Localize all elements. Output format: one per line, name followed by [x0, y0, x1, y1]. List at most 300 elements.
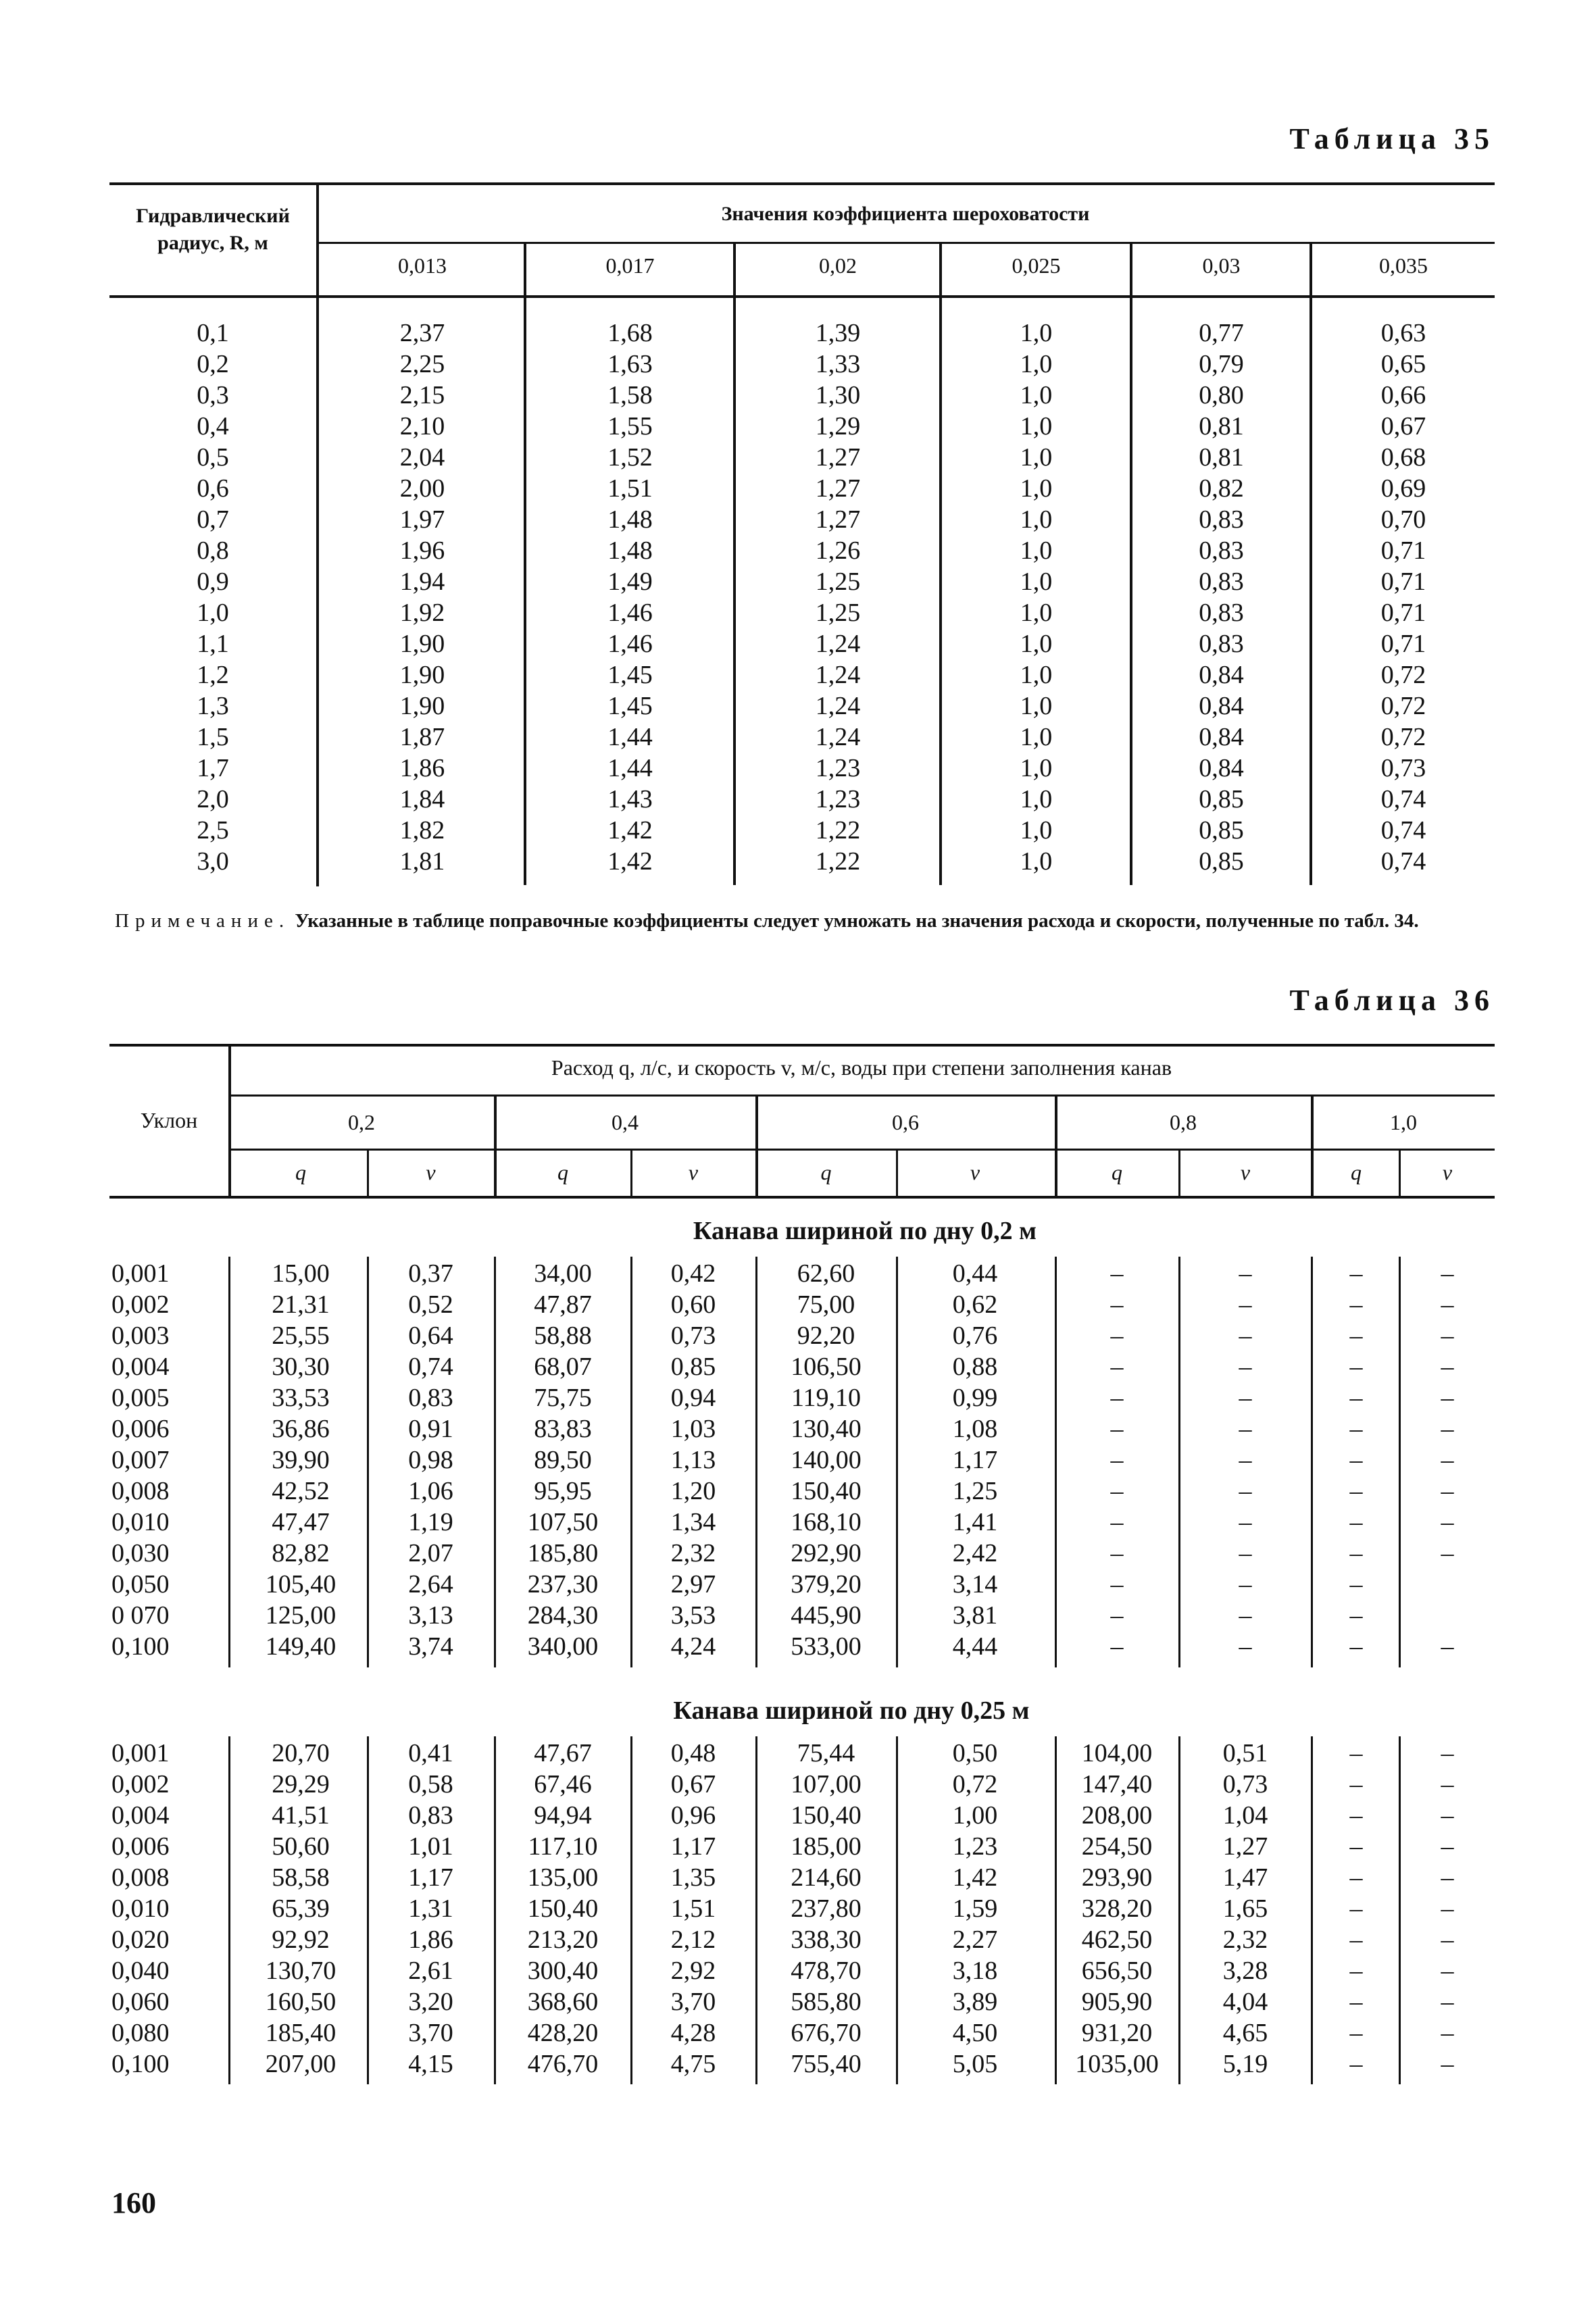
t36-value-cell: 585,80 [791, 1988, 862, 2016]
t35-value-cell: 1,24 [815, 692, 861, 720]
t35-value-cell: 1,90 [399, 661, 445, 689]
t35-value-cell: 0,72 [1380, 661, 1426, 689]
t35-value-cell: 1,43 [607, 785, 653, 813]
t35-value-cell: 1,29 [815, 412, 861, 441]
t36-value-cell: 1,59 [952, 1894, 998, 1923]
column-rule [1399, 1150, 1401, 1197]
t36-value-cell: 0,37 [408, 1259, 453, 1288]
t36-slope-cell: 0,050 [111, 1570, 170, 1599]
t35-value-cell: 1,82 [399, 816, 445, 845]
t35-col-rule [939, 243, 942, 885]
t36-value-cell: – [1239, 1632, 1252, 1661]
t36-value-cell: 5,05 [952, 2050, 998, 2078]
t36-value-cell: 65,39 [272, 1894, 330, 1923]
t35-value-cell: 0,83 [1199, 568, 1244, 596]
t35-value-cell: 1,52 [607, 443, 653, 472]
t36-value-cell: 368,60 [527, 1988, 599, 2016]
t36-value-cell: 42,52 [272, 1477, 330, 1505]
t35-value-cell: 1,44 [607, 754, 653, 782]
t36-value-cell: – [1441, 1477, 1454, 1505]
t35-value-cell: 1,24 [815, 630, 861, 658]
section-2-title: Канава шириной по дну 0,25 м [673, 1696, 1030, 1725]
t35-radius-cell: 0,3 [197, 381, 229, 409]
t36-value-cell: – [1239, 1384, 1252, 1412]
table-36-title: Таблица 36 [1289, 984, 1495, 1017]
t35-value-cell: 0,74 [1380, 847, 1426, 876]
t35-radius-cell: 1,7 [197, 754, 229, 782]
t35-stub-header: Гидравлический радиус, R, м [136, 205, 290, 254]
t36-value-cell: – [1349, 1601, 1363, 1630]
t36-value-cell: 36,86 [272, 1415, 330, 1443]
t35-value-cell: 1,0 [1020, 661, 1053, 689]
page-number: 160 [111, 2186, 156, 2219]
t35-value-cell: 1,25 [815, 599, 861, 627]
t36-fill-level: 0,4 [612, 1110, 639, 1134]
t35-value-cell: 0,83 [1199, 505, 1244, 534]
t36-value-cell: 62,60 [797, 1259, 855, 1288]
t36-slope-cell: 0,004 [111, 1801, 170, 1830]
t36-value-cell: 1,31 [408, 1894, 453, 1923]
t35-value-cell: 1,0 [1020, 816, 1053, 845]
t36-value-cell: 149,40 [265, 1632, 336, 1661]
t36-value-cell: 2,27 [952, 1926, 998, 1954]
t35-value-cell: 1,48 [607, 505, 653, 534]
t35-value-cell: 1,81 [399, 847, 445, 876]
t36-value-cell: 41,51 [272, 1801, 330, 1830]
t36-value-cell: 905,90 [1081, 1988, 1153, 2016]
t36-value-cell: 1,65 [1222, 1894, 1268, 1923]
t35-value-cell: 1,0 [1020, 630, 1053, 658]
t36-value-cell: – [1441, 1415, 1454, 1443]
t36-slope-cell: 0,010 [111, 1508, 170, 1536]
column-rule [630, 1736, 632, 2084]
t36-value-cell: – [1110, 1259, 1124, 1288]
t35-col-rule [1130, 243, 1132, 885]
t36-value-cell: 0,83 [408, 1801, 453, 1830]
t36-value-cell: 3,74 [408, 1632, 453, 1661]
t36-sub-header: q [1351, 1160, 1362, 1184]
t36-value-cell: 300,40 [527, 1957, 599, 1985]
t36-value-cell: – [1110, 1290, 1124, 1319]
t35-value-cell: 0,65 [1380, 350, 1426, 378]
t36-value-cell: – [1441, 2019, 1454, 2047]
t35-value-cell: 1,0 [1020, 785, 1053, 813]
t35-radius-cell: 1,0 [197, 599, 229, 627]
t35-value-cell: 1,27 [815, 505, 861, 534]
t36-value-cell: 75,75 [534, 1384, 592, 1412]
t35-value-cell: 0,83 [1199, 630, 1244, 658]
t36-value-cell: 25,55 [272, 1322, 330, 1350]
t36-value-cell: 1,00 [952, 1801, 998, 1830]
t36-value-cell: – [1349, 1632, 1363, 1661]
t36-value-cell: 47,47 [272, 1508, 330, 1536]
t35-value-cell: 1,68 [607, 319, 653, 347]
t36-value-cell: – [1349, 1832, 1363, 1861]
t35-value-cell: 1,26 [815, 536, 861, 565]
t35-value-cell: 1,42 [607, 816, 653, 845]
t36-value-cell: – [1110, 1508, 1124, 1536]
t35-value-cell: 0,73 [1380, 754, 1426, 782]
t36-sub-header: q [820, 1160, 832, 1184]
t36-value-cell: 2,64 [408, 1570, 453, 1599]
t36-value-cell: 1,13 [670, 1446, 716, 1474]
t36-value-cell: 47,87 [534, 1290, 592, 1319]
t36-value-cell: 2,92 [670, 1957, 716, 1985]
t36-group-header: Расход q, л/с, и скорость v, м/с, воды при степени заполнения канав [551, 1055, 1172, 1080]
t36-value-cell: 160,50 [265, 1988, 336, 2016]
t36-value-cell: 75,00 [797, 1290, 855, 1319]
column-rule [1311, 1736, 1313, 2084]
t35-value-cell: 1,0 [1020, 474, 1053, 503]
t36-value-cell: 338,30 [791, 1926, 862, 1954]
t36-value-cell: – [1110, 1322, 1124, 1350]
t36-slope-cell: 0,004 [111, 1353, 170, 1381]
t36-value-cell: 125,00 [265, 1601, 336, 1630]
t35-radius-cell: 0,7 [197, 505, 229, 534]
column-rule [755, 1096, 758, 1197]
column-rule [1178, 1150, 1180, 1197]
t36-value-cell: 340,00 [527, 1632, 599, 1661]
t35-value-cell: 0,71 [1380, 630, 1426, 658]
t36-value-cell: 0,76 [952, 1322, 998, 1350]
t36-value-cell: – [1110, 1601, 1124, 1630]
t35-value-cell: 1,0 [1020, 754, 1053, 782]
t35-value-cell: 1,0 [1020, 350, 1053, 378]
t36-value-cell: 30,30 [272, 1353, 330, 1381]
t35-value-cell: 1,44 [607, 723, 653, 751]
t36-value-cell: 1,27 [1222, 1832, 1268, 1861]
t36-value-cell: – [1110, 1477, 1124, 1505]
t36-value-cell: – [1349, 1290, 1363, 1319]
t35-value-cell: 0,81 [1199, 412, 1244, 441]
t36-value-cell: – [1441, 1322, 1454, 1350]
t36-slope-cell: 0,008 [111, 1477, 170, 1505]
t36-value-cell: 140,00 [791, 1446, 862, 1474]
t35-radius-cell: 1,2 [197, 661, 229, 689]
t35-value-cell: 1,0 [1020, 599, 1053, 627]
t36-value-cell: 1,08 [952, 1415, 998, 1443]
t36-value-cell: 83,83 [534, 1415, 592, 1443]
t35-value-cell: 1,46 [607, 630, 653, 658]
t36-slope-cell: 0,002 [111, 1770, 170, 1799]
t36-value-cell: 478,70 [791, 1957, 862, 1985]
t36-value-cell: – [1441, 1957, 1454, 1985]
t35-column-header: 0,02 [819, 253, 857, 278]
t35-value-cell: 0,85 [1199, 847, 1244, 876]
t35-value-cell: 0,85 [1199, 816, 1244, 845]
column-rule [1055, 1736, 1057, 2084]
t36-value-cell: 1,06 [408, 1477, 453, 1505]
t36-value-cell: 4,28 [670, 2019, 716, 2047]
t35-value-cell: 0,80 [1199, 381, 1244, 409]
t36-value-cell: 4,24 [670, 1632, 716, 1661]
t36-value-cell: 2,32 [1222, 1926, 1268, 1954]
t35-value-cell: 1,24 [815, 723, 861, 751]
t36-slope-cell: 0,001 [111, 1259, 170, 1288]
t36-value-cell: – [1441, 1832, 1454, 1861]
t36-value-cell: – [1349, 1988, 1363, 2016]
t36-value-cell: – [1349, 1739, 1363, 1767]
t36-value-cell: 3,28 [1222, 1957, 1268, 1985]
t36-value-cell: 4,65 [1222, 2019, 1268, 2047]
t35-header-mid-rule [318, 242, 1495, 244]
column-rule [1178, 1257, 1180, 1667]
t36-value-cell: 0,48 [670, 1739, 716, 1767]
t35-value-cell: 1,25 [815, 568, 861, 596]
t35-value-cell: 1,92 [399, 599, 445, 627]
t36-value-cell: 428,20 [527, 2019, 599, 2047]
t36-value-cell: 1,19 [408, 1508, 453, 1536]
section-1-title: Канава шириной по дну 0,2 м [693, 1217, 1037, 1245]
t36-value-cell: 94,94 [534, 1801, 592, 1830]
t36-value-cell: – [1349, 2019, 1363, 2047]
t36-value-cell: 533,00 [791, 1632, 862, 1661]
t35-value-cell: 2,10 [399, 412, 445, 441]
column-rule [228, 1736, 230, 2084]
t36-value-cell: 150,40 [791, 1801, 862, 1830]
t36-value-cell: 185,40 [265, 2019, 336, 2047]
t36-value-cell: 1,51 [670, 1894, 716, 1923]
t36-value-cell: 1,17 [952, 1446, 998, 1474]
t36-slope-cell: 0,020 [111, 1926, 170, 1954]
t35-value-cell: 2,15 [399, 381, 445, 409]
t36-sub-header: q [1112, 1160, 1122, 1184]
t35-note [115, 909, 1507, 933]
t36-header-bottom-rule [109, 1196, 1495, 1199]
t36-value-cell: 185,00 [791, 1832, 862, 1861]
t35-value-cell: 1,22 [815, 847, 861, 876]
t36-value-cell: 2,32 [670, 1539, 716, 1567]
t36-value-cell: 0,52 [408, 1290, 453, 1319]
t36-slope-cell: 0,006 [111, 1832, 170, 1861]
t36-value-cell: – [1110, 1570, 1124, 1599]
t36-fill-level: 0,2 [348, 1110, 375, 1134]
t35-value-cell: 1,33 [815, 350, 861, 378]
t36-value-cell: 1,86 [408, 1926, 453, 1954]
t36-value-cell: – [1349, 1770, 1363, 1799]
t35-value-cell: 0,71 [1380, 568, 1426, 596]
t35-radius-cell: 1,5 [197, 723, 229, 751]
t35-value-cell: 1,97 [399, 505, 445, 534]
t36-value-cell: – [1349, 1259, 1363, 1288]
t36-value-cell: 130,40 [791, 1415, 862, 1443]
t35-value-cell: 1,0 [1020, 412, 1053, 441]
t36-value-cell: 75,44 [797, 1739, 855, 1767]
t35-value-cell: 0,72 [1380, 723, 1426, 751]
t36-value-cell: 3,70 [408, 2019, 453, 2047]
t35-value-cell: 0,70 [1380, 505, 1426, 534]
t36-value-cell: 117,10 [528, 1832, 598, 1861]
t36-value-cell: – [1441, 2050, 1454, 2078]
t35-column-header: 0,017 [605, 253, 655, 278]
t36-header-rule-1 [230, 1095, 1495, 1097]
t35-value-cell: 0,66 [1380, 381, 1426, 409]
t36-value-cell: 67,46 [534, 1770, 592, 1799]
t36-value-cell: 150,40 [527, 1894, 599, 1923]
t36-value-cell: 168,10 [791, 1508, 862, 1536]
t36-value-cell: – [1239, 1570, 1252, 1599]
t36-value-cell: 21,31 [272, 1290, 330, 1319]
t36-value-cell: 3,70 [670, 1988, 716, 2016]
t35-radius-cell: 0,8 [197, 536, 229, 565]
t36-value-cell: 0,64 [408, 1322, 453, 1350]
t36-value-cell: 89,50 [534, 1446, 592, 1474]
t36-value-cell: 2,61 [408, 1957, 453, 1985]
t36-value-cell: – [1239, 1415, 1252, 1443]
t36-value-cell: – [1441, 1290, 1454, 1319]
t35-value-cell: 1,24 [815, 661, 861, 689]
t35-value-cell: 1,58 [607, 381, 653, 409]
t35-radius-cell: 1,3 [197, 692, 229, 720]
t36-value-cell: 33,53 [272, 1384, 330, 1412]
t35-value-cell: 0,84 [1199, 723, 1244, 751]
t36-value-cell: – [1110, 1632, 1124, 1661]
t36-value-cell: – [1441, 1446, 1454, 1474]
t36-value-cell: – [1441, 1259, 1454, 1288]
t36-value-cell: 185,80 [527, 1539, 599, 1567]
column-rule [755, 1736, 757, 2084]
t36-value-cell: – [1349, 1508, 1363, 1536]
t36-value-cell: – [1239, 1539, 1252, 1567]
t36-value-cell: 15,00 [272, 1259, 330, 1288]
t36-value-cell: 208,00 [1081, 1801, 1153, 1830]
t35-value-cell: 1,0 [1020, 536, 1053, 565]
column-rule [896, 1150, 898, 1197]
t35-radius-cell: 2,0 [197, 785, 229, 813]
t35-value-cell: 1,0 [1020, 319, 1053, 347]
t36-value-cell: – [1239, 1601, 1252, 1630]
t36-value-cell: 1,20 [670, 1477, 716, 1505]
t36-slope-cell: 0,005 [111, 1384, 170, 1412]
t36-value-cell: 0,91 [408, 1415, 453, 1443]
t36-header-rule-2 [230, 1149, 1495, 1151]
t36-value-cell: 237,80 [791, 1894, 862, 1923]
t35-value-cell: 1,0 [1020, 847, 1053, 876]
t36-value-cell: 237,30 [527, 1570, 599, 1599]
t36-sub-header: v [426, 1160, 436, 1184]
t36-value-cell: – [1110, 1446, 1124, 1474]
t36-value-cell: 2,12 [670, 1926, 716, 1954]
t36-value-cell: – [1441, 1508, 1454, 1536]
t36-value-cell: 4,04 [1222, 1988, 1268, 2016]
t36-slope-cell: 0,002 [111, 1290, 170, 1319]
t36-value-cell: 1,17 [670, 1832, 716, 1861]
t36-sub-header: v [688, 1160, 699, 1184]
t35-value-cell: 2,25 [399, 350, 445, 378]
t35-value-cell: 1,45 [607, 661, 653, 689]
t35-value-cell: 0,84 [1199, 692, 1244, 720]
column-rule [630, 1257, 632, 1667]
t36-value-cell: 1,34 [670, 1508, 716, 1536]
t36-value-cell: 0,60 [670, 1290, 716, 1319]
t36-value-cell: – [1349, 1415, 1363, 1443]
t35-value-cell: 1,27 [815, 474, 861, 503]
t35-value-cell: 0,74 [1380, 816, 1426, 845]
t35-value-cell: 1,45 [607, 692, 653, 720]
t36-fill-level: 0,8 [1170, 1110, 1197, 1134]
t35-radius-cell: 0,9 [197, 568, 229, 596]
t36-value-cell: – [1349, 1322, 1363, 1350]
t35-value-cell: 1,0 [1020, 568, 1053, 596]
t36-value-cell: 0,96 [670, 1801, 716, 1830]
t36-slope-cell: 0,003 [111, 1322, 170, 1350]
t36-value-cell: 213,20 [527, 1926, 599, 1954]
t36-value-cell: 0,73 [670, 1322, 716, 1350]
t35-value-cell: 1,23 [815, 754, 861, 782]
t35-value-cell: 1,90 [399, 692, 445, 720]
t35-value-cell: 1,39 [815, 319, 861, 347]
t36-sub-header: v [1442, 1160, 1453, 1184]
t36-value-cell: 147,40 [1081, 1770, 1153, 1799]
t35-value-cell: 1,86 [399, 754, 445, 782]
t35-value-cell: 0,77 [1199, 319, 1244, 347]
t36-value-cell: 4,75 [670, 2050, 716, 2078]
t36-value-cell: 0,58 [408, 1770, 453, 1799]
t35-value-cell: 2,04 [399, 443, 445, 472]
t35-stub-rule [316, 184, 319, 886]
t36-value-cell: – [1441, 1353, 1454, 1381]
t36-value-cell: 130,70 [265, 1957, 336, 1985]
t35-col-rule [524, 243, 526, 885]
t36-value-cell: – [1239, 1477, 1252, 1505]
t36-value-cell: 29,29 [272, 1770, 330, 1799]
t36-value-cell: 50,60 [272, 1832, 330, 1861]
t35-radius-cell: 0,2 [197, 350, 229, 378]
t36-value-cell: 254,50 [1081, 1832, 1153, 1861]
t35-value-cell: 0,72 [1380, 692, 1426, 720]
t35-value-cell: 2,37 [399, 319, 445, 347]
t36-value-cell: – [1349, 1384, 1363, 1412]
t35-radius-cell: 1,1 [197, 630, 229, 658]
t36-value-cell: 1,23 [952, 1832, 998, 1861]
t36-value-cell: 3,14 [952, 1570, 998, 1599]
t36-sub-header: q [295, 1160, 306, 1184]
t35-value-cell: 0,69 [1380, 474, 1426, 503]
t36-value-cell: 462,50 [1081, 1926, 1153, 1954]
t36-slope-cell: 0,060 [111, 1988, 170, 2016]
t36-value-cell: – [1441, 1739, 1454, 1767]
t36-value-cell: 119,10 [791, 1384, 862, 1412]
t36-slope-cell: 0,080 [111, 2019, 170, 2047]
t36-value-cell: 58,58 [272, 1863, 330, 1892]
column-rule [367, 1257, 369, 1667]
t36-value-cell: – [1349, 1894, 1363, 1923]
t36-value-cell: 0,72 [952, 1770, 998, 1799]
t35-value-cell: 0,83 [1199, 599, 1244, 627]
t36-top-rule [109, 1044, 1495, 1047]
t36-value-cell: 1,25 [952, 1477, 998, 1505]
t36-value-cell: 0,44 [952, 1259, 998, 1288]
t36-value-cell: – [1349, 1477, 1363, 1505]
column-rule [494, 1096, 497, 1197]
t36-value-cell: 4,44 [952, 1632, 998, 1661]
t36-value-cell: – [1441, 1539, 1454, 1567]
t36-value-cell: 105,40 [265, 1570, 336, 1599]
t36-sub-header: v [1240, 1160, 1251, 1184]
t35-value-cell: 0,85 [1199, 785, 1244, 813]
t36-value-cell: 68,07 [534, 1353, 592, 1381]
column-rule [1178, 1736, 1180, 2084]
t36-stub-header: Уклон [140, 1108, 198, 1132]
column-rule [630, 1150, 632, 1197]
t35-value-cell: 0,63 [1380, 319, 1426, 347]
t36-value-cell: 1,42 [952, 1863, 998, 1892]
t36-value-cell: – [1349, 1957, 1363, 1985]
t36-value-cell: 1,41 [952, 1508, 998, 1536]
t35-value-cell: 1,94 [399, 568, 445, 596]
t35-value-cell: 1,49 [607, 568, 653, 596]
t36-value-cell: 1,47 [1222, 1863, 1268, 1892]
